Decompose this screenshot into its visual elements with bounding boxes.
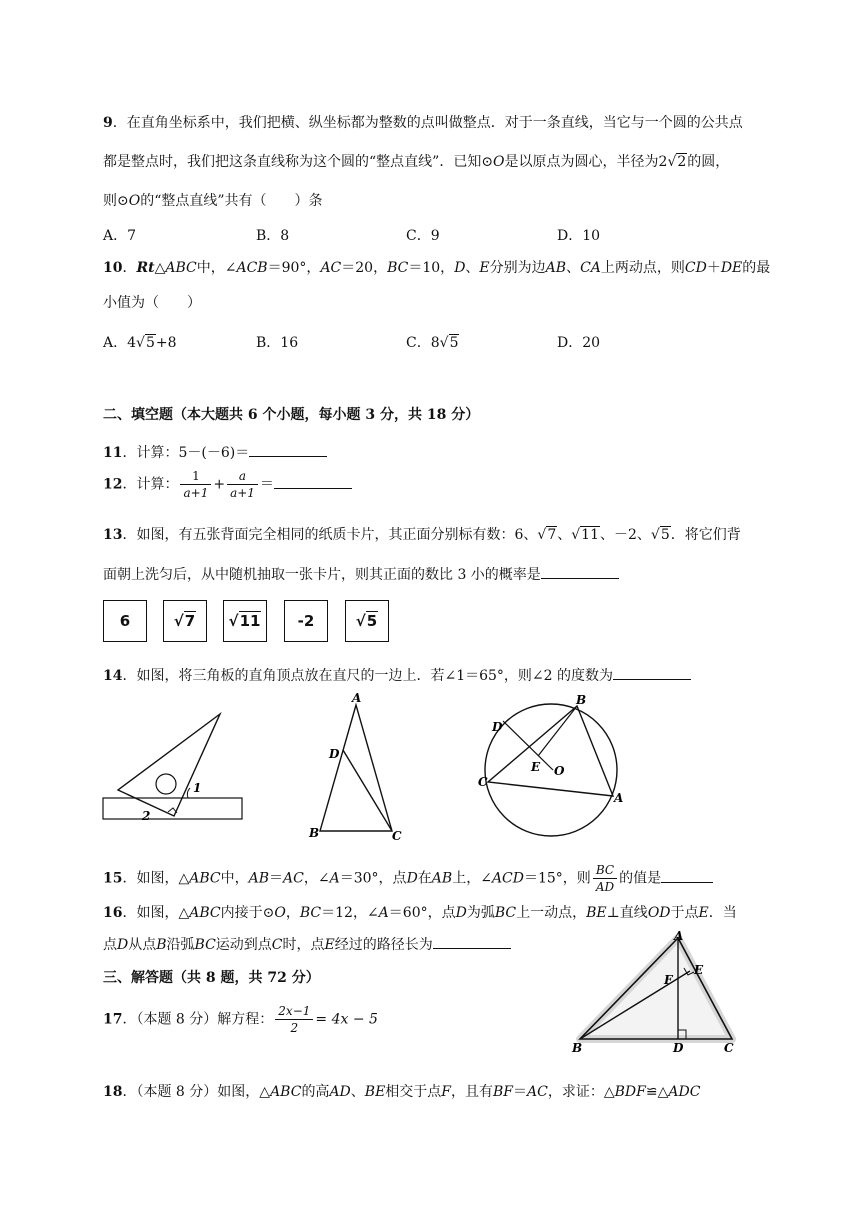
q12: 12．计算： $\frac{1}{a+1}$ + $\frac{a}{a+1}$ ＝ bbox=[103, 468, 352, 501]
answer-blank bbox=[541, 564, 619, 579]
q9-option-a: A．7 bbox=[103, 228, 137, 244]
label-a: A bbox=[614, 791, 624, 805]
q14: 14．如图，将三角板的直角顶点放在直尺的一边上．若∠1＝65°，则∠2 的度数为 bbox=[103, 665, 691, 685]
label-d: D bbox=[492, 720, 503, 734]
answer-blank bbox=[613, 665, 691, 680]
q16-line2: 点D从点B沿弧BC运动到点C时，点E经过的路径长为 bbox=[103, 934, 511, 954]
q15: 15．如图，△ABC中，AB＝AC，∠A＝30°，点D在AB上，∠ACD＝15°，则 $\frac{BC}{AD}$ 的值是 bbox=[103, 862, 713, 895]
q13-line2: 面朝上洗匀后，从中随机抽取一张卡片，则其正面的数比 3 小的概率是 bbox=[103, 564, 619, 584]
card-neg2: -2 bbox=[284, 600, 328, 642]
answer-blank bbox=[661, 868, 713, 883]
q18-figure bbox=[570, 928, 745, 1058]
card-6: 6 bbox=[103, 600, 147, 642]
label-d: D bbox=[673, 1041, 684, 1055]
answer-blank bbox=[433, 934, 511, 949]
label-a: A bbox=[352, 691, 362, 705]
answer-blank bbox=[274, 474, 352, 489]
figure-shading bbox=[580, 938, 732, 1039]
fraction: $\frac{a}{a+1}$ bbox=[227, 468, 258, 501]
set-square-hole bbox=[156, 774, 176, 794]
fraction: $\frac{1}{a+1}$ bbox=[180, 468, 211, 501]
label-c: C bbox=[724, 1041, 734, 1055]
q16-figure bbox=[476, 694, 636, 844]
segment-cd bbox=[343, 750, 392, 831]
answer-blank bbox=[249, 442, 327, 457]
segment-be bbox=[538, 706, 577, 756]
q15-figure bbox=[305, 690, 415, 845]
angle-1-arc bbox=[187, 788, 190, 798]
label-e: E bbox=[531, 760, 541, 774]
label-e: E bbox=[694, 963, 704, 977]
radius-expression: 2√2 bbox=[658, 154, 687, 170]
angle-1-label: 1 bbox=[193, 781, 202, 795]
q10-line2: 小值为（ ） bbox=[103, 295, 201, 311]
q14-figure bbox=[98, 706, 248, 826]
q9-option-d: D．10 bbox=[557, 228, 601, 244]
q13-line1: 13．如图，有五张背面完全相同的纸质卡片，其正面分别标有数：6、√7、√11、－2、√5．将它们背 bbox=[103, 527, 741, 543]
q18: 18．（本题 8 分）如图，△ABC的高AD、BE相交于点F，且有BF＝AC，求证：△BDF≌△ADC bbox=[103, 1084, 701, 1100]
angle-2-label: 2 bbox=[142, 809, 151, 823]
q10-option-d: D．20 bbox=[557, 335, 601, 351]
card-sqrt7: √7 bbox=[163, 600, 207, 642]
section-2-heading: 二、填空题（本大题共 6 个小题，每小题 3 分，共 18 分） bbox=[103, 407, 480, 423]
q9-line3: 则⊙O的“整点直线”共有（ ）条 bbox=[103, 193, 323, 209]
circle-o bbox=[485, 704, 617, 836]
set-square bbox=[118, 714, 220, 816]
q9-option-b: B．8 bbox=[256, 228, 290, 244]
label-a: A bbox=[674, 929, 684, 943]
label-o: O bbox=[554, 764, 565, 778]
label-b: B bbox=[576, 694, 587, 707]
fraction-bc-ad: $\frac{BC}{AD}$ bbox=[593, 862, 617, 895]
card-sqrt5: √5 bbox=[345, 600, 389, 642]
q9-option-c: C．9 bbox=[406, 228, 440, 244]
q10-line1: 10．Rt△ABC中，∠ACB＝90°，AC＝20，BC＝10，D、E分别为边AB、CA上两动点，则CD＋DE的最 bbox=[103, 260, 771, 276]
section-3-heading: 三、解答题（共 8 题，共 72 分） bbox=[103, 970, 320, 986]
fraction: $\frac{2x-1}{2}$ bbox=[275, 1003, 313, 1036]
label-c: C bbox=[392, 829, 402, 843]
q11: 11．计算：5－(－6)＝ bbox=[103, 442, 327, 462]
label-c: C bbox=[478, 775, 488, 789]
label-f: F bbox=[664, 973, 673, 987]
q10-option-c: C．8√5 bbox=[406, 335, 459, 351]
label-b: B bbox=[309, 826, 320, 840]
q10-option-b: B．16 bbox=[256, 335, 299, 351]
card-sqrt11: √11 bbox=[223, 600, 267, 642]
q10-option-a: A．4√5+8 bbox=[103, 335, 177, 351]
label-b: B bbox=[572, 1041, 583, 1055]
label-d: D bbox=[329, 747, 340, 761]
q9-line1: 9．在直角坐标系中，我们把横、纵坐标都为整数的点叫做整点．对于一条直线，当它与一个圆的公共点 bbox=[103, 115, 743, 131]
q9-line2: 都是整点时，我们把这条直线称为这个圆的“整点直线”．已知⊙O是以原点为圆心，半径为2√2的圆， bbox=[103, 154, 730, 170]
q16-line1: 16．如图，△ABC内接于⊙O，BC＝12，∠A＝60°，点D为弧BC上一动点，BE⊥直线OD于点E．当 bbox=[103, 905, 737, 921]
q17: 17．（本题 8 分）解方程： $\frac{2x-1}{2}$ = 4x − 5 bbox=[103, 1004, 378, 1035]
